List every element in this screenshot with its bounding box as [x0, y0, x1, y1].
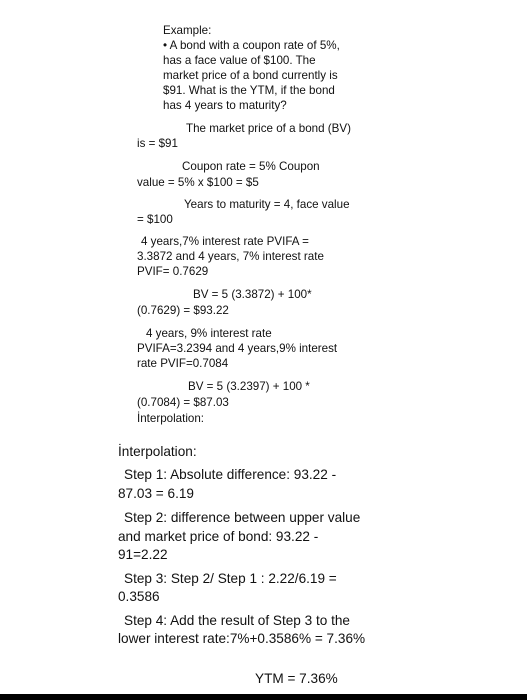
- example-question-line: • A bond with a coupon rate of 5%,: [163, 39, 340, 52]
- solution-heading: İnterpolation:: [118, 444, 197, 459]
- bv7-line: (0.7629) = $93.22: [137, 304, 229, 317]
- step2-line: 91=2.22: [118, 547, 168, 562]
- coupon-line: Coupon rate = 5% Coupon: [182, 160, 320, 173]
- example-interpolation-label: İnterpolation:: [137, 412, 205, 425]
- step2-line: Step 2: difference between upper value: [124, 510, 361, 525]
- example-title: Example:: [163, 24, 212, 37]
- bottom-edge-bar: [0, 694, 527, 700]
- step2-line: and market price of bond: 93.22 -: [118, 529, 319, 544]
- step1-line: 87.03 = 6.19: [118, 486, 194, 501]
- example-question-line: $91. What is the YTM, if the bond: [163, 84, 335, 97]
- step1-line: Step 1: Absolute difference: 93.22 -: [124, 467, 337, 482]
- pvifa7-line: 3.3872 and 4 years, 7% interest rate: [137, 250, 324, 263]
- pvifa9-line: 4 years, 9% interest rate: [146, 327, 272, 340]
- step3-line: Step 3: Step 2/ Step 1 : 2.22/6.19 =: [124, 571, 337, 586]
- example-question-line: has a face value of $100. The: [163, 54, 316, 67]
- step4-line: Step 4: Add the result of Step 3 to the: [124, 613, 350, 628]
- bv9-line: (0.7084) = $87.03: [137, 396, 229, 409]
- market-price-line: is = $91: [137, 137, 178, 150]
- bv7-line: BV = 5 (3.3872) + 100*: [193, 288, 312, 301]
- step3-line: 0.3586: [118, 589, 160, 604]
- bv9-line: BV = 5 (3.2397) + 100 *: [188, 380, 310, 393]
- years-line: Years to maturity = 4, face value: [184, 198, 350, 211]
- step4-line: lower interest rate:7%+0.3586% = 7.36%: [118, 631, 366, 646]
- example-question-line: market price of a bond currently is: [163, 69, 338, 82]
- pvifa9-line: rate PVIF=0.7084: [137, 357, 229, 370]
- pvifa7-line: PVIF= 0.7629: [137, 265, 209, 278]
- pvifa7-line: 4 years,7% interest rate PVIFA =: [141, 235, 309, 248]
- coupon-line: value = 5% x $100 = $5: [137, 176, 259, 189]
- pvifa9-line: PVIFA=3.2394 and 4 years,9% interest: [137, 342, 338, 355]
- ytm-result: YTM = 7.36%: [255, 671, 338, 686]
- market-price-line: The market price of a bond (BV): [186, 122, 351, 135]
- example-question-line: has 4 years to maturity?: [163, 99, 287, 112]
- years-line: = $100: [137, 213, 173, 226]
